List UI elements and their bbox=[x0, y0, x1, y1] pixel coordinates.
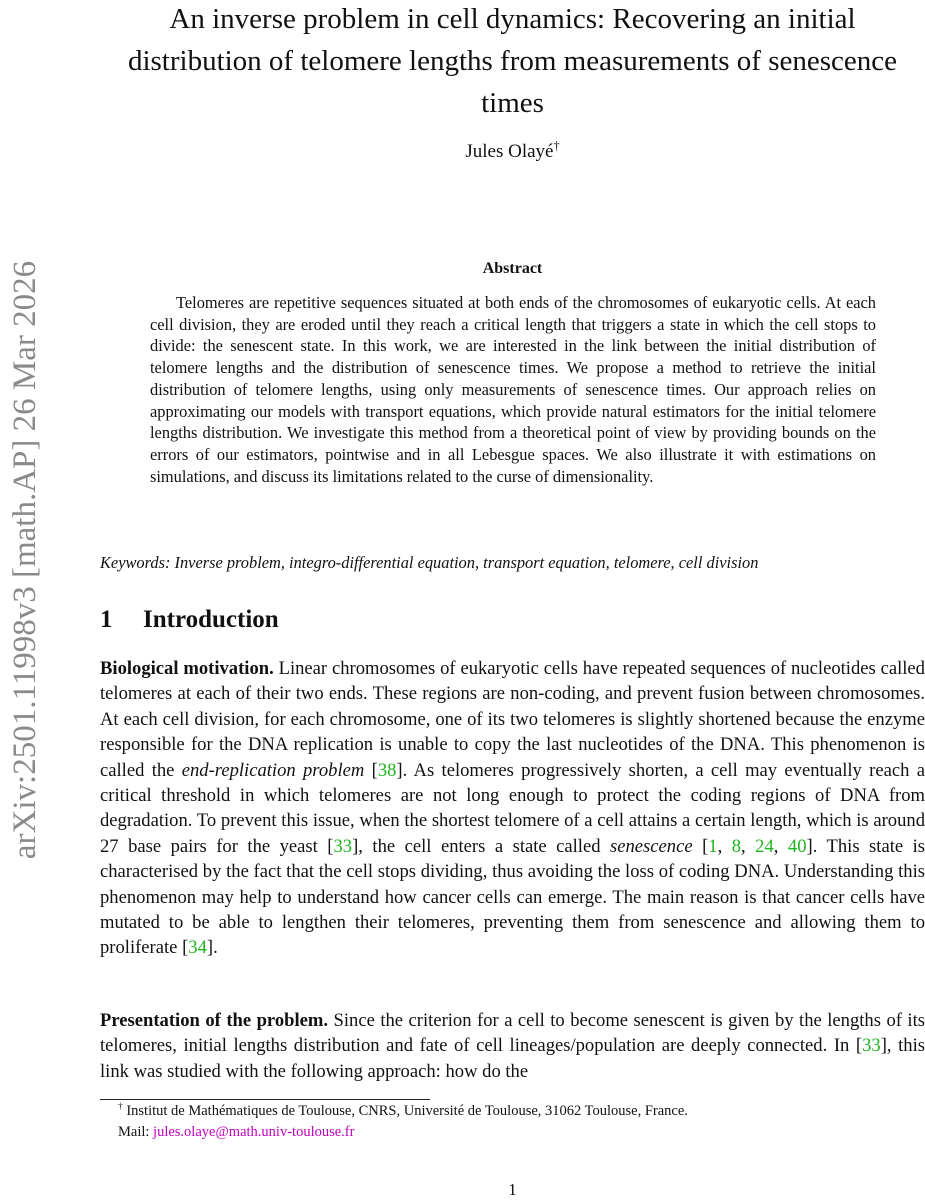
citation-link[interactable]: 33 bbox=[862, 1035, 881, 1057]
emphasis-term: senescence bbox=[610, 835, 693, 857]
citation-link[interactable]: 8 bbox=[731, 835, 742, 857]
paragraph-text: ], the cell enters a state called bbox=[352, 835, 611, 857]
footnote-affiliation: Institut de Mathématiques de Toulouse, CNRS, Université de Toulouse, 31062 Toulouse, France. bbox=[122, 1103, 688, 1119]
paragraph-presentation-of-problem bbox=[100, 1008, 925, 1084]
section-heading bbox=[100, 606, 279, 634]
paragraph-text: , bbox=[717, 835, 732, 857]
email-link[interactable]: jules.olaye@math.univ-toulouse.fr bbox=[153, 1124, 355, 1140]
abstract-text: Telomeres are repetitive sequences situated at both ends of the chromosomes of eukaryotic cells. At each cell division, they are eroded until they reach a critical length that triggers a state in which the cell stops to divide: the senescent state. In this work, we are interested in the link between the initial distribution of telomere lengths and the distribution of senescence times. We propose a method to retrieve the initial distribution of telomere lengths, using only measurements of senescence times. Our approach relies on approximating our models with transport equations, which provide natural estimators for the initial telomere lengths distribution. We investigate this method from a theoretical point of view by providing bounds on the errors of our estimators, pointwise and in all Lebesgue spaces. We also illustrate it with estimations on simulations, and discuss its limitations related to the curse of dimensionality. bbox=[150, 293, 876, 486]
paragraph-text: ]. This state is characterised by the fact that the cell stops dividing, thus avoiding the loss of coding DNA. Understanding this phenomenon may help to understand how cancer cells can emerge. The main reason is that cancer cells have mutated to be able to lengthen their telomeres, preventing them from senescence and allowing them to proliferate [ bbox=[100, 835, 925, 959]
footnote-divider bbox=[100, 1099, 430, 1100]
paragraph-text: ]. As telomeres progressively shorten, a cell may eventually reach a critical threshold in which telomeres are not long enough to protect the coding regions of DNA from degradation. To prevent this issue, when the shortest telomere of a cell attains a certain length, which is around 27 base pairs for the yeast [ bbox=[100, 759, 925, 857]
footnote-mail-line bbox=[118, 1122, 908, 1143]
citation-link[interactable]: 34 bbox=[188, 937, 207, 959]
author-name: Jules Olayé bbox=[465, 141, 554, 162]
paragraph-biological-motivation bbox=[100, 656, 925, 961]
paragraph-text: ], this link was studied with the following approach: how do the bbox=[100, 1035, 925, 1082]
footnote-affiliation-line bbox=[118, 1101, 908, 1122]
mail-label: Mail: bbox=[118, 1124, 154, 1140]
citation-link[interactable]: 33 bbox=[333, 835, 353, 857]
author-footnote-mark: † bbox=[553, 138, 560, 153]
paragraph-heading: Presentation of the problem. bbox=[100, 1010, 329, 1031]
paragraph-text: Linear chromosomes of eukaryotic cells have repeated sequences of nucleotides called telomeres at each of their two ends. These regions are non-coding, and prevent fusion between chromosomes. At each cell division, for each chromosome, one of its two telomeres is slightly shortened because the enzyme responsible for the DNA replication is unable to copy the last nucleotides of the DNA. This phenomenon is called the bbox=[100, 658, 925, 781]
section-number: 1 bbox=[100, 606, 113, 633]
arxiv-sidebar bbox=[2, 220, 48, 900]
paragraph-text: ]. bbox=[206, 937, 218, 959]
footnote bbox=[118, 1101, 908, 1143]
paragraph-text: , bbox=[773, 835, 788, 857]
section-title: Introduction bbox=[143, 606, 279, 633]
citation-link[interactable]: 38 bbox=[377, 759, 397, 781]
paragraph-heading: Biological motivation. bbox=[100, 658, 274, 679]
keywords: Keywords: Inverse problem, integro-differential equation, transport equation, telomere, cell division bbox=[100, 553, 759, 572]
paragraph-text: Since the criterion for a cell to become senescent is given by the lengths of its telomeres, initial lengths distribution and fate of cell lineages/population are deeply connected. In [ bbox=[100, 1010, 925, 1057]
citation-link[interactable]: 24 bbox=[755, 835, 774, 857]
citation-link[interactable]: 40 bbox=[787, 835, 807, 857]
paragraph-text: [ bbox=[364, 759, 378, 781]
paper-title: An inverse problem in cell dynamics: Recovering an initial distribution of telomere lengths from measurements of senescence times bbox=[127, 3, 898, 119]
footnote-mark: † bbox=[118, 1102, 123, 1113]
emphasis-term: end-replication problem bbox=[181, 759, 365, 781]
page-number: 1 bbox=[508, 1180, 517, 1199]
citation-link[interactable]: 1 bbox=[708, 835, 718, 857]
paragraph-text: , bbox=[741, 835, 756, 857]
arxiv-identifier: arXiv:2501.11998v3 [math.AP] 26 Mar 2026 bbox=[7, 260, 43, 860]
paragraph-text: [ bbox=[692, 835, 709, 857]
author-line bbox=[100, 138, 925, 163]
abstract-heading: Abstract bbox=[482, 260, 543, 277]
